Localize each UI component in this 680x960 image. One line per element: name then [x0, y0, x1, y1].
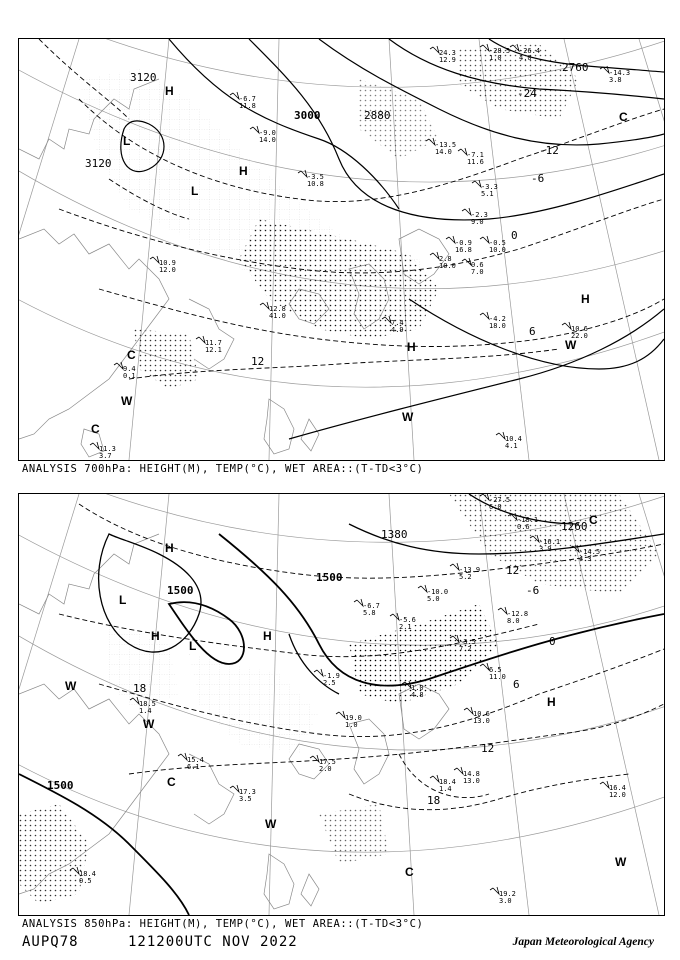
agency-credit: Japan Meteorological Agency [512, 936, 654, 948]
system-marker: C [589, 513, 598, 527]
station-dewpoint-depression: 2.1 [399, 623, 412, 631]
station-temp: 24.3 [439, 49, 456, 57]
station-dewpoint-depression: 22.0 [571, 332, 588, 340]
temp-label: 12 [481, 742, 495, 755]
station-dewpoint-depression: 11.6 [467, 158, 484, 166]
station-plot [496, 432, 522, 450]
station-plot [462, 208, 488, 226]
station-temp: -10.0 [427, 588, 449, 596]
station-plot [600, 781, 626, 799]
system-marker: L [119, 593, 127, 607]
system-marker: W [402, 410, 414, 424]
station-temp: 19.2 [499, 890, 516, 898]
station-temp: -6.7 [363, 602, 380, 610]
station-plot [454, 767, 480, 785]
wind-barb [230, 785, 239, 792]
wind-barb [454, 767, 463, 774]
station-dewpoint-depression: 6.1 [187, 763, 200, 771]
temp-label: 12 [506, 564, 520, 577]
station-dewpoint-depression: 41.0 [269, 312, 286, 320]
wind-barb [496, 432, 505, 439]
station-dewpoint-depression: 11.8 [239, 102, 256, 110]
height-label: 3000 [294, 109, 321, 122]
station-plot [472, 180, 498, 198]
wind-barb [480, 663, 489, 670]
station-dewpoint-depression: 1.4 [139, 707, 152, 715]
temp-label: 0 [511, 229, 518, 242]
station-temp: -13.5 [435, 141, 457, 149]
station-plot [418, 585, 448, 603]
station-dewpoint-depression: 7.2 [459, 645, 472, 653]
system-marker: W [265, 817, 277, 831]
station-dewpoint-depression: 3.5 [239, 795, 252, 803]
wind-barb [464, 707, 473, 714]
caption-850hpa: ANALYSIS 850hPa: HEIGHT(M), TEMP(°C), WET AREA::(T-TD<3°C) [22, 918, 424, 930]
wind-barb [490, 887, 499, 894]
station-temp: 10.6 [571, 325, 588, 333]
station-plot [260, 302, 286, 320]
station-temp: -3.5 [307, 173, 324, 181]
station-dewpoint-depression: 18.0 [489, 322, 506, 330]
station-temp: 19.0 [345, 714, 362, 722]
system-marker: H [263, 629, 272, 643]
station-temp: 10.9 [159, 259, 176, 267]
station-temp: 2.8 [439, 255, 452, 263]
temp-label: -6 [531, 172, 545, 185]
station-plot [314, 669, 340, 687]
system-marker: H [407, 340, 416, 354]
caption-700hpa: ANALYSIS 700hPa: HEIGHT(M), TEMP(°C), WET AREA::(T-TD<3°C) [22, 463, 424, 475]
wind-barb [150, 256, 159, 263]
wind-barb [418, 585, 427, 592]
station-dewpoint-depression: 3.8 [609, 76, 622, 84]
station-temp: 10.6 [473, 710, 490, 718]
temp-label: -6 [526, 584, 540, 597]
wind-barb [498, 607, 507, 614]
station-dewpoint-depression: 7.0 [471, 268, 484, 276]
station-temp: -28.5 [489, 47, 511, 55]
system-marker: C [619, 110, 628, 124]
station-dewpoint-depression: 3.0 [499, 897, 512, 905]
system-marker: C [167, 775, 176, 789]
wet-area-shading [79, 44, 579, 389]
station-temp: -12.8 [507, 610, 529, 618]
station-plot [354, 599, 380, 617]
temp-label: 18 [427, 794, 441, 807]
station-temp: -26.4 [519, 47, 541, 55]
temp-label: 6 [529, 325, 536, 338]
station-dewpoint-depression: 10.8 [307, 180, 324, 188]
wind-barb [430, 252, 439, 259]
station-dewpoint-depression: 10.0 [439, 262, 456, 270]
station-dewpoint-depression: 5.0 [427, 595, 440, 603]
station-dewpoint-depression: 12.1 [205, 346, 222, 354]
station-temp: -14.3 [609, 69, 631, 77]
temp-label: 6 [513, 678, 520, 691]
station-dewpoint-depression: 14.0 [435, 148, 452, 156]
station-temp: 17.3 [239, 788, 256, 796]
height-label: 3120 [130, 71, 157, 84]
system-marker: H [165, 541, 174, 555]
station-dewpoint-depression: 5.1 [481, 190, 494, 198]
station-temp: 15.4 [187, 756, 204, 764]
station-temp: 18.4 [439, 778, 456, 786]
station-temp: -0.9 [455, 239, 472, 247]
station-temp: -14.5 [579, 548, 601, 556]
station-temp: -1.9 [323, 672, 340, 680]
height-label: 3120 [85, 157, 112, 170]
system-marker: H [165, 84, 174, 98]
station-dewpoint-depression: 11.0 [489, 673, 506, 681]
wind-barb [462, 208, 471, 215]
station-temp: 0.6 [471, 261, 484, 269]
station-dewpoint-depression: 3.9 [539, 545, 552, 553]
station-temp: -16.1 [539, 538, 561, 546]
station-plot [450, 563, 480, 581]
system-marker: C [405, 865, 414, 879]
height-label: 1500 [167, 584, 194, 597]
height-label: 1380 [381, 528, 408, 541]
height-label: 1500 [47, 779, 74, 792]
wind-barb [430, 775, 439, 782]
height-label: 1260 [561, 520, 588, 533]
station-temp: 14.8 [463, 770, 480, 778]
system-marker: L [191, 184, 199, 198]
system-marker: C [91, 422, 100, 436]
station-plot [480, 236, 506, 254]
wind-barb [250, 126, 259, 133]
station-dewpoint-depression: 14.0 [259, 136, 276, 144]
station-dewpoint-depression: 12.0 [159, 266, 176, 274]
station-dewpoint-depression: 0.1 [123, 372, 136, 380]
station-dewpoint-depression: 2.0 [319, 765, 332, 773]
station-temp: -6.7 [239, 95, 256, 103]
station-temp: -18.1 [517, 516, 539, 524]
wind-barb [390, 613, 399, 620]
system-marker: H [581, 292, 590, 306]
station-temp: 7.4 [391, 319, 404, 327]
wind-barb [430, 46, 439, 53]
station-temp: 6.5 [489, 666, 502, 674]
station-plot [250, 126, 276, 144]
wind-barb [336, 711, 345, 718]
station-plot [426, 138, 456, 156]
height-label: 2760 [562, 61, 589, 74]
station-dewpoint-depression: 4.0 [519, 54, 532, 62]
station-temp: 11.3 [99, 445, 116, 453]
station-plot [298, 170, 324, 188]
station-dewpoint-depression: 1.0 [345, 721, 358, 729]
station-temp: 10.4 [505, 435, 522, 443]
station-plot [498, 607, 528, 625]
wet-area-shading [19, 494, 659, 904]
wind-barb [480, 236, 489, 243]
station-dewpoint-depression: 1.0 [489, 54, 502, 62]
station-temp: 16.4 [609, 784, 626, 792]
station-plot [446, 236, 472, 254]
system-marker: L [189, 639, 197, 653]
chart-panel-850hpa [18, 493, 665, 916]
station-plot [90, 442, 116, 460]
temp-label: 12 [251, 355, 265, 368]
station-temp: -5.6 [399, 616, 416, 624]
temp-label: -12 [539, 144, 559, 157]
station-plot [230, 92, 256, 110]
chart-code: AUPQ78 [22, 934, 79, 950]
station-plot [178, 753, 204, 771]
temp-label: -24 [517, 87, 537, 100]
station-dewpoint-depression: 2.5 [323, 679, 336, 687]
station-dewpoint-depression: 3.7 [99, 452, 112, 460]
station-dewpoint-depression: 0.6 [517, 523, 530, 531]
station-temp: 17.5 [319, 758, 336, 766]
station-temp: -4.2 [489, 315, 506, 323]
station-dewpoint-depression: 5.2 [459, 573, 472, 581]
station-temp: -13.9 [459, 566, 481, 574]
station-temp: -9.0 [259, 129, 276, 137]
station-plot [150, 256, 176, 274]
system-marker: W [143, 717, 155, 731]
station-dewpoint-depression: 6.0 [489, 503, 502, 511]
wind-barb [178, 753, 187, 760]
wind-barb [354, 599, 363, 606]
station-plot [462, 258, 484, 276]
station-temp: 18.5 [139, 700, 156, 708]
station-dewpoint-depression: 13.0 [463, 777, 480, 785]
map-700hpa [19, 39, 664, 460]
station-plot [600, 66, 630, 84]
station-temp: 12.8 [269, 305, 286, 313]
wind-barb [562, 322, 571, 329]
system-marker: W [65, 679, 77, 693]
station-plot [310, 755, 336, 773]
wind-barb [90, 442, 99, 449]
wind-barb [196, 336, 205, 343]
height-label: 1500 [316, 571, 343, 584]
station-plot [114, 362, 136, 380]
station-temp: -7.1 [467, 151, 484, 159]
station-dewpoint-depression: 4.1 [505, 442, 518, 450]
station-dewpoint-depression: 13.0 [473, 717, 490, 725]
station-dewpoint-depression: 4.8 [411, 691, 424, 699]
station-temp: 18.4 [79, 870, 96, 878]
temp-label: 18 [133, 682, 147, 695]
system-marker: H [151, 629, 160, 643]
station-dewpoint-depression: 0.5 [79, 877, 92, 885]
station-temp: -2.3 [471, 211, 488, 219]
station-plot [336, 711, 362, 729]
station-dewpoint-depression: 16.8 [455, 246, 472, 254]
chart-panel-700hpa [18, 38, 665, 461]
wind-barb [480, 312, 489, 319]
station-dewpoint-depression: 9.0 [471, 218, 484, 226]
station-plot [480, 312, 506, 330]
wind-barb [458, 148, 467, 155]
system-marker: H [547, 695, 556, 709]
station-temp: -3.5 [459, 638, 476, 646]
system-marker: H [239, 164, 248, 178]
station-dewpoint-depression: 10.0 [489, 246, 506, 254]
station-plot [430, 46, 456, 64]
wind-barb [260, 302, 269, 309]
temp-label: 0 [549, 635, 556, 648]
system-marker: C [127, 348, 136, 362]
station-temp: 9.4 [123, 365, 136, 373]
station-plot [458, 148, 484, 166]
wind-barb [600, 781, 609, 788]
station-dewpoint-depression: 5.8 [363, 609, 376, 617]
system-marker: W [565, 338, 577, 352]
map-850hpa [19, 494, 664, 915]
wind-barb [114, 362, 123, 369]
height-label: 2880 [364, 109, 391, 122]
station-plot [464, 707, 490, 725]
station-plot [490, 887, 516, 905]
valid-time: 121200UTC NOV 2022 [128, 934, 298, 950]
station-dewpoint-depression: 1.4 [439, 785, 452, 793]
station-temp: -0.5 [489, 239, 506, 247]
station-temp: 11.7 [205, 339, 222, 347]
station-dewpoint-depression: 12.0 [609, 791, 626, 799]
station-temp: -27.5 [489, 496, 511, 504]
system-marker: L [123, 134, 131, 148]
station-dewpoint-depression: 4.3 [579, 555, 592, 563]
wind-barb [450, 563, 459, 570]
station-temp: -3.3 [481, 183, 498, 191]
station-dewpoint-depression: 12.9 [439, 56, 456, 64]
station-plot [196, 336, 222, 354]
station-dewpoint-depression: 4.9 [391, 326, 404, 334]
station-dewpoint-depression: 8.0 [507, 617, 520, 625]
system-marker: W [615, 855, 627, 869]
station-plot [480, 663, 506, 681]
station-temp: 1.0 [411, 684, 424, 692]
wind-barb [446, 236, 455, 243]
wind-barb [314, 669, 323, 676]
station-plot [430, 252, 456, 270]
system-marker: W [121, 394, 133, 408]
